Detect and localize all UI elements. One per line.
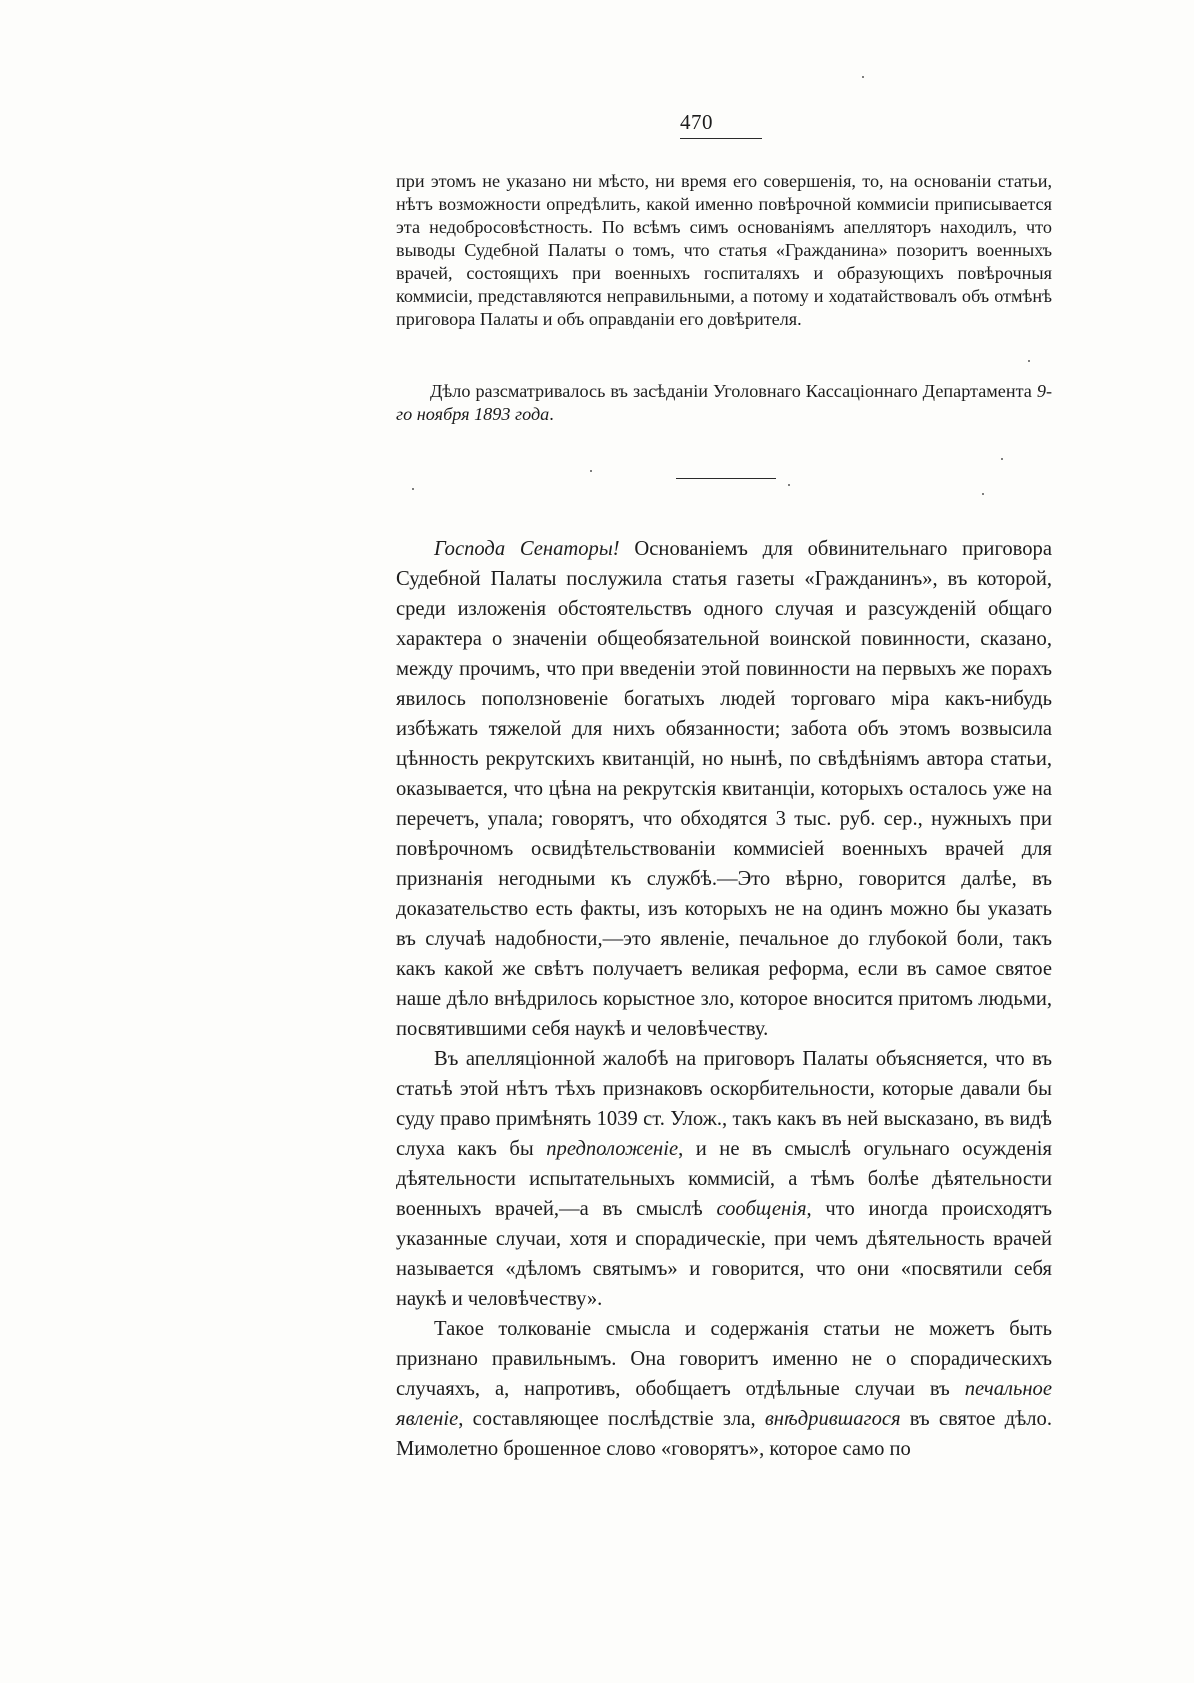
- case-note-text: Дѣло разсматривалось въ засѣданіи Уголовнаго Кассаціоннаго Департамента: [430, 381, 1037, 401]
- case-note-end: .: [549, 404, 554, 424]
- page-number: 470: [680, 110, 713, 134]
- speech-paragraph-3-italic-1: печальное явленіе: [396, 1378, 1052, 1430]
- scan-speck: [412, 488, 414, 490]
- page-number-rule: [680, 138, 762, 139]
- speech-paragraph-3-part-3: въ святое дѣло. Мимолетно брошенное слово «говорятъ», которое само по: [396, 1408, 1052, 1460]
- scan-speck: [1028, 360, 1030, 362]
- speech-address: Господа Сенаторы!: [434, 538, 620, 560]
- speech-paragraph-2-part-2: , и не въ смыслѣ огульнаго осужденія дѣятельности испытательныхъ коммисій, а тѣмъ болѣе дѣятельности военныхъ врачей,—а въ смыслѣ: [396, 1138, 1052, 1220]
- scan-speck: [862, 76, 864, 78]
- speech-paragraph-2-part-3: , что иногда происходятъ указанные случаи, хотя и спорадическіе, при чемъ дѣятельность врачей называется «дѣломъ святымъ» и говорится, что они «посвятили себя наукѣ и человѣчеству».: [396, 1198, 1052, 1310]
- speech-paragraph-2-italic-2: сообщенія: [716, 1198, 807, 1220]
- speech-paragraph-2-italic-1: предположеніе: [546, 1138, 679, 1160]
- continuation-block: [396, 170, 1052, 331]
- case-note-block: [396, 380, 1052, 426]
- case-date: 9-го ноября 1893 года: [396, 381, 1052, 424]
- speech-paragraph-2: [396, 1044, 1052, 1314]
- case-note-paragraph: [396, 380, 1052, 426]
- scan-speck: [1001, 458, 1003, 460]
- speech-paragraph-1-text: Основаніемъ для обвинительнаго приговора Судебной Палаты послужила статья газеты «Гражданинъ», въ которой, среди изложенія обстоятельствъ одного случая и разсужденій общаго характера о значеніи общеобязательной воинской повинности, сказано, между прочимъ, что при введеніи этой повинности на первыхъ же порахъ явилось поползновеніе богатыхъ людей торговаго міра какъ-нибудь избѣжать тяжелой для нихъ обязанности; забота объ этомъ возвысила цѣнность рекрутскихъ квитанцій, но нынѣ, по свѣдѣніямъ автора статьи, оказывается, что цѣна на рекрутскія квитанціи, которыхъ осталось уже на перечетъ, упала; говорятъ, что обходятся 3 тыс. руб. сер., нужныхъ при повѣрочномъ освидѣтельствованіи коммисіей военныхъ врачей для признанія негодными къ службѣ.—Это вѣрно, говорится далѣе, въ доказательство есть факты, изъ которыхъ не на одинъ можно бы указать въ случаѣ надобности,—это явленіе, печальное до глубокой боли, такъ какъ какой же свѣтъ получаетъ великая реформа, если въ самое святое наше дѣло внѣдрилось корыстное зло, которое вносится притомъ людьми, посвятившими себя наукѣ и человѣчеству.: [396, 538, 1052, 1040]
- speech-paragraph-3-part-1: Такое толкованіе смысла и содержанія статьи не можетъ быть признано правильнымъ. Она говоритъ именно не о спорадическихъ случаяхъ, а, напротивъ, обобщаетъ отдѣльные случаи въ: [396, 1318, 1052, 1400]
- speech-paragraph-3-italic-2: внѣдрившагося: [764, 1408, 901, 1430]
- speech-paragraph-3: [396, 1314, 1052, 1464]
- speech-paragraph-1: [396, 534, 1052, 1044]
- section-separator: [676, 478, 776, 479]
- speech-body: [396, 534, 1052, 1464]
- speech-paragraph-2-part-1: Въ апелляціонной жалобѣ на приговоръ Палаты объясняется, что въ статьѣ этой нѣтъ тѣхъ признаковъ оскорбительности, которые давали бы суду право примѣнять 1039 ст. Улож., такъ какъ въ ней высказано, въ видѣ слуха какъ бы: [396, 1048, 1052, 1160]
- scan-speck: [982, 493, 984, 495]
- continuation-paragraph: при этомъ не указано ни мѣсто, ни время его совершенія, то, на основаніи статьи, нѣтъ возможности опредѣлить, какой именно повѣрочной коммисіи приписывается эта недобросовѣстность. По всѣмъ симъ основаніямъ апелляторъ находилъ, что выводы Судебной Палаты о томъ, что статья «Гражданина» позоритъ военныхъ врачей, состоящихъ при военныхъ госпиталяхъ и образующихъ повѣрочныя коммисіи, представляются неправильными, а потому и ходатайствовалъ объ отмѣнѣ приговора Палаты и объ оправданіи его довѣрителя.: [396, 171, 1052, 329]
- scan-speck: [788, 484, 790, 486]
- scan-speck: [590, 470, 592, 472]
- speech-paragraph-3-part-2: , составляющее послѣдствіе зла,: [458, 1408, 765, 1430]
